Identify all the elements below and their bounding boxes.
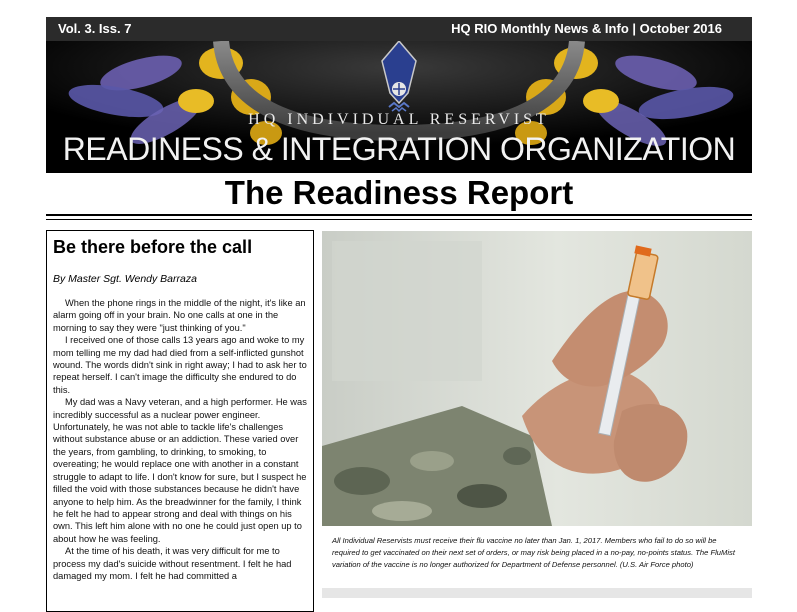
article-byline: By Master Sgt. Wendy Barraza [53,273,197,285]
masthead-subhead: HQ INDIVIDUAL RESERVIST [248,111,550,128]
title-rule [46,214,752,216]
article-paragraph: At the time of his death, it was very difficult for me to process my dad's suicide without resentment. I felt he had damaged my mom. I felt he had committed a [53,546,292,581]
volume-issue: Vol. 3. Iss. 7 [58,21,132,36]
organization-name: READINESS & INTEGRATION ORGANIZATION [62,131,736,167]
newsletter-title: The Readiness Report [224,174,574,211]
article-paragraph: I received one of those calls 13 years ago and woke to my mom telling me my dad had died from a self-inflicted gunshot wound. The words didn't sink in right away; I had to ask her to repeat herself. I can't image the difficulty she endured to do this. [53,335,307,395]
article-paragraph: When the phone rings in the middle of the night, it's like an alarm going off in your brain. No one calls at one in the morning to say they were "just thinking of you." [53,298,306,333]
article-paragraph: My dad was a Navy veteran, and a high performer. He was incredibly successful as a nuclear power engineer. Unfortunately, he was not able to tackle life's challenges without substance abuse or an addiction. These varied over the years, from gambling, to drinking, to smoking, to overeating; he would replace one with another in a constant struggle to adapt to life. I don't know for sure, but I suspect he filled the void with those substances because he didn't have anyone to help him. As the breadwinner for the family, I think he felt he had to appear strong and deal with things on his own. This left him alone with no one he could just open up to about how he was feeling. [53,397,307,544]
vaccine-photo [322,231,752,526]
article-column [46,230,314,612]
next-section-bar [322,588,752,598]
article-body [53,297,309,582]
masthead-top-bar [46,17,752,41]
masthead-banner [46,17,752,173]
article-headline: Be there before the call [53,237,253,257]
publication-date: HQ RIO Monthly News & Info | October 2016 [451,21,722,36]
photo-caption: All Individual Reservists must receive their flu vaccine no later than Jan. 1, 2017. Members who fail to do so will be required to get vaccinated on their next set of orders, or may risk being placed in a no-pay, no-points status. The FluMist variation of the vaccine is no longer authorized for Department of Defense personnel. (U.S. Air Force photo) [332,536,735,569]
title-rule-thin [46,219,752,220]
